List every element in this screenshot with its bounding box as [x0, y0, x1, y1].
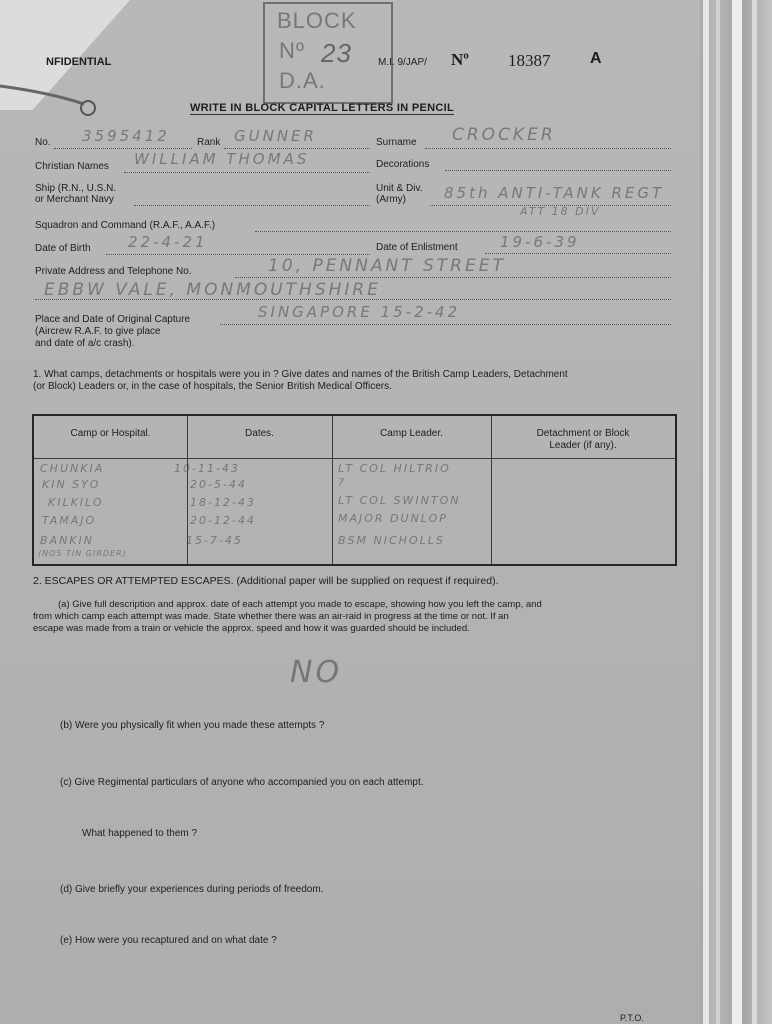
- row-leader: BSM NICHOLLS: [338, 534, 445, 547]
- row-date: 10-11-43: [174, 462, 240, 475]
- stamp-block-text: BLOCK: [277, 8, 357, 33]
- question2a-line2: from which camp each attempt was made. State whether there was an air-raid in progress at the time or not. If an: [33, 611, 509, 622]
- capture-label-line3: and date of a/c crash).: [35, 338, 135, 349]
- christian-names-label: Christian Names: [35, 161, 109, 172]
- row-camp: KIN SYO: [42, 478, 101, 491]
- dotted-line: [54, 148, 192, 149]
- question2e: (e) How were you recaptured and on what date ?: [60, 935, 277, 946]
- number-label: Nº: [451, 50, 469, 69]
- dob-value: 22-4-21: [128, 233, 208, 251]
- row-date: 20-12-44: [190, 514, 256, 527]
- dotted-line: [134, 205, 370, 206]
- reference-code: M.I. 9/JAP/: [378, 57, 427, 68]
- unit-label-line2: (Army): [376, 194, 406, 205]
- row-leader: MAJOR DUNLOP: [338, 512, 448, 525]
- table-header-divider: [34, 458, 675, 459]
- dob-label: Date of Birth: [35, 243, 91, 254]
- capture-label-line2: (Aircrew R.A.F. to give place: [35, 326, 161, 337]
- question2c-sub: What happened to them ?: [82, 828, 198, 839]
- unit-value-division: ATT 18 DIV: [520, 205, 601, 218]
- header-detachment-1: Detachment or Block: [536, 428, 630, 439]
- escape-answer: NO: [290, 655, 343, 690]
- enlistment-value: 19-6-39: [500, 233, 580, 251]
- enlistment-label: Date of Enlistment: [376, 242, 458, 253]
- dotted-line: [485, 253, 671, 254]
- no-label: No.: [35, 137, 51, 148]
- dotted-line: [220, 324, 671, 325]
- question2b: (b) Were you physically fit when you made these attempts ?: [60, 720, 325, 731]
- file-stack-page: [732, 0, 742, 1024]
- row-camp: KILKILO: [48, 496, 104, 509]
- stamp-no-text: Nº: [279, 38, 305, 63]
- header-camp: Camp or Hospital.: [70, 428, 151, 439]
- header-dates: Dates.: [245, 428, 274, 439]
- capture-value: SINGAPORE 15-2-42: [258, 303, 461, 321]
- address-value-line2: EBBW VALE, MONMOUTHSHIRE: [44, 280, 381, 300]
- dotted-line: [445, 170, 671, 171]
- ship-label-line1: Ship (R.N., U.S.N.: [35, 183, 117, 194]
- squadron-label: Squadron and Command (R.A.F., A.A.F.): [35, 220, 216, 231]
- tag-string-icon: [0, 80, 96, 120]
- row-camp: TAMAJO: [42, 514, 97, 527]
- unit-label-line1: Unit & Div.: [376, 183, 423, 194]
- capture-label-line1: Place and Date of Original Capture: [35, 314, 191, 325]
- dotted-line: [425, 148, 671, 149]
- row-leader: ?: [338, 476, 346, 489]
- question1-line1: 1. What camps, detachments or hospitals were you in ? Give dates and names of the British Camp Leaders, Detachment: [33, 369, 568, 380]
- question1-line2: (or Block) Leaders or, in the case of hospitals, the Senior British Medical Officers.: [33, 381, 392, 392]
- pto-label: P.T.O.: [620, 1013, 644, 1023]
- header-detachment-2: Leader (if any).: [549, 440, 617, 451]
- serial-number: 18387: [508, 51, 551, 70]
- dotted-line: [124, 172, 370, 173]
- file-stack-page: [752, 0, 757, 1024]
- rank-label: Rank: [197, 137, 221, 148]
- row-date: 18-12-43: [190, 496, 256, 509]
- question2a-line3: escape was made from a train or vehicle the approx. speed and how it was guarded should be included.: [33, 623, 470, 634]
- row-note: (NOS TIN GIRDER): [38, 549, 127, 558]
- block-stamp: [263, 2, 393, 104]
- surname-label: Surname: [376, 137, 417, 148]
- camps-table: [32, 414, 677, 566]
- row-leader: LT COL SWINTON: [338, 494, 461, 507]
- row-date: 15-7-45: [186, 534, 243, 547]
- row-date: 20-5-44: [190, 478, 247, 491]
- instruction-heading: WRITE IN BLOCK CAPITAL LETTERS IN PENCIL: [190, 102, 454, 114]
- dotted-line: [255, 231, 671, 232]
- question2-title: 2. ESCAPES OR ATTEMPTED ESCAPES. (Additional paper will be supplied on request if required).: [33, 575, 499, 587]
- question2c: (c) Give Regimental particulars of anyone who accompanied you on each attempt.: [60, 777, 424, 788]
- question2a-line1: (a) Give full description and approx. date of each attempt you made to escape, showing how you left the camp, and: [58, 599, 542, 610]
- serial-suffix: A: [590, 50, 602, 67]
- row-camp: CHUNKIA: [40, 462, 105, 475]
- rank-value: GUNNER: [234, 127, 317, 145]
- dotted-line: [106, 254, 370, 255]
- surname-value: CROCKER: [452, 125, 556, 145]
- stamp-da-text: D.A.: [279, 68, 326, 93]
- stamp-number: 23: [321, 38, 352, 68]
- address-value-line1: 10, PENNANT STREET: [268, 256, 506, 276]
- ship-label-line2: or Merchant Navy: [35, 194, 114, 205]
- question2d: (d) Give briefly your experiences during periods of freedom.: [60, 884, 324, 895]
- file-stack-page: [703, 0, 709, 1024]
- row-camp: BANKIN: [40, 534, 94, 547]
- dotted-line: [235, 277, 671, 278]
- confidential-label: NFIDENTIAL: [46, 56, 112, 68]
- dotted-line: [224, 148, 370, 149]
- decorations-label: Decorations: [376, 159, 430, 170]
- no-value: 3595412: [82, 127, 170, 145]
- address-label: Private Address and Telephone No.: [35, 266, 192, 277]
- row-leader: LT COL HILTRIO: [338, 462, 451, 475]
- header-camp-leader: Camp Leader.: [380, 428, 443, 439]
- christian-names-value: WILLIAM THOMAS: [134, 150, 310, 168]
- file-stack-page: [716, 0, 720, 1024]
- unit-value: 85th ANTI-TANK REGT: [444, 184, 665, 202]
